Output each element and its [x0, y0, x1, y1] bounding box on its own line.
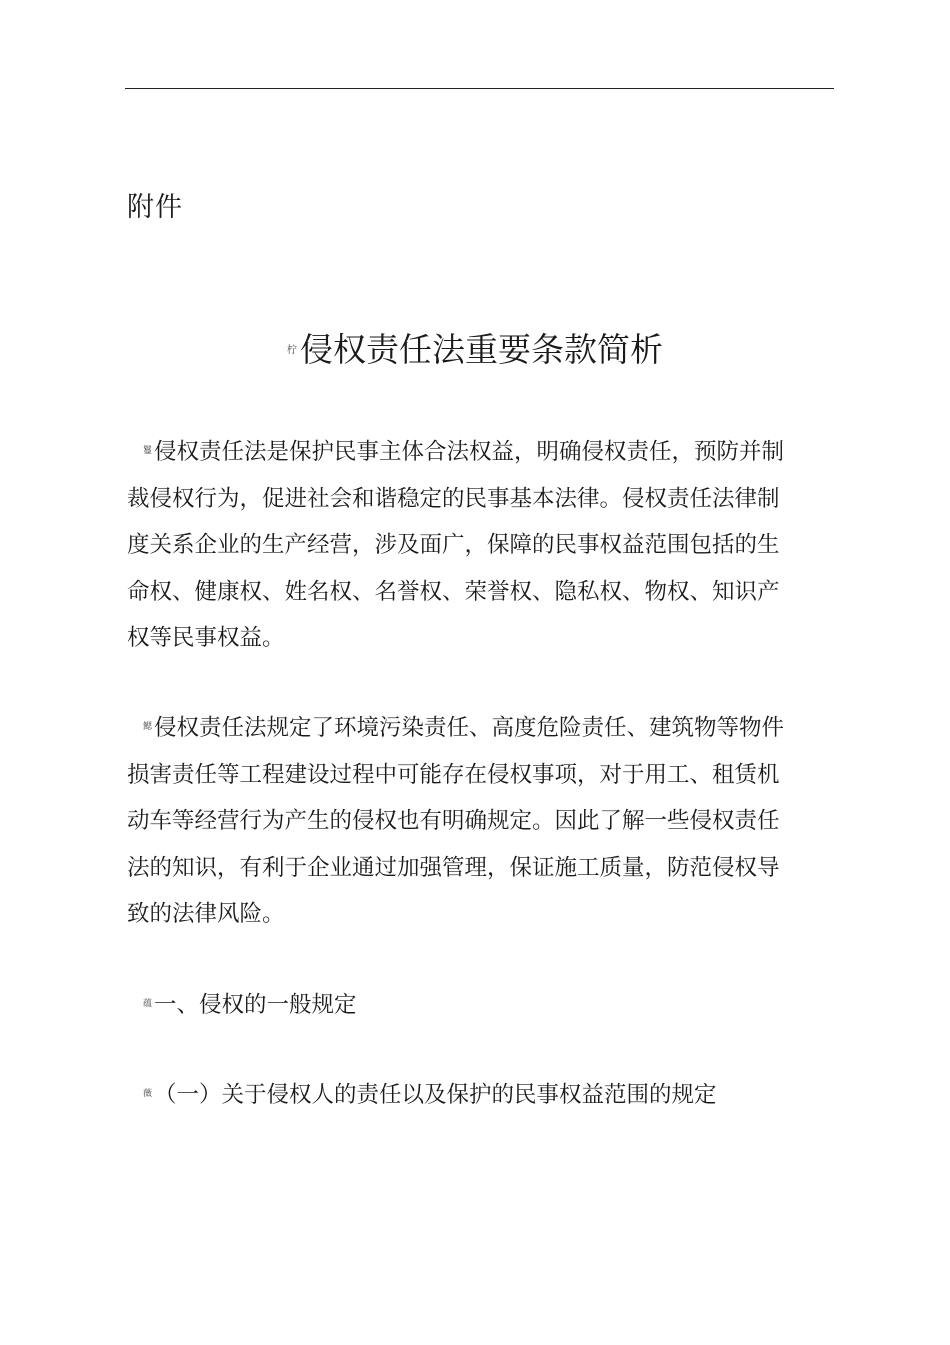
title-text: 侵权责任法重要条款简析: [300, 330, 663, 369]
title-marker: 柠: [287, 345, 297, 356]
top-divider: [125, 88, 834, 89]
section-heading: [127, 987, 357, 1022]
paragraph-text: 侵权责任法规定了环境污染责任、高度危险责任、建筑物等物件损害责任等工程建设过程中可能存在侵权事项，对于用工、租赁机动车等经营行为产生的侵权也有明确规定。因此了解一些侵权责任法的知识，有利于企业通过加强管理，保证施工质量，防范侵权导致的法律风险。: [127, 715, 785, 927]
section-heading-text: 一、侵权的一般规定: [154, 992, 357, 1018]
document-title: [0, 328, 950, 373]
paragraph-marker: 鬘: [143, 446, 153, 456]
paragraph-marker: 鳃: [143, 722, 153, 732]
subsection-heading-text: （一）关于侵权人的责任以及保护的民事权益范围的规定: [154, 1082, 717, 1108]
subsection-heading: [127, 1077, 717, 1112]
paragraph-text: 侵权责任法是保护民事主体合法权益，明确侵权责任，预防并制裁侵权行为，促进社会和谐稳定的民事基本法律。侵权责任法律制度关系企业的生产经营，涉及面广，保障的民事权益范围包括的生命权、健康权、姓名权、名誉权、荣誉权、隐私权、物权、知识产权等民事权益。: [127, 439, 785, 651]
paragraph-intro: [127, 428, 787, 662]
heading-marker: 蕴: [143, 999, 153, 1009]
heading-marker: 薇: [143, 1089, 153, 1099]
paragraph-scope: [127, 704, 787, 938]
attachment-label: 附件: [127, 192, 183, 223]
